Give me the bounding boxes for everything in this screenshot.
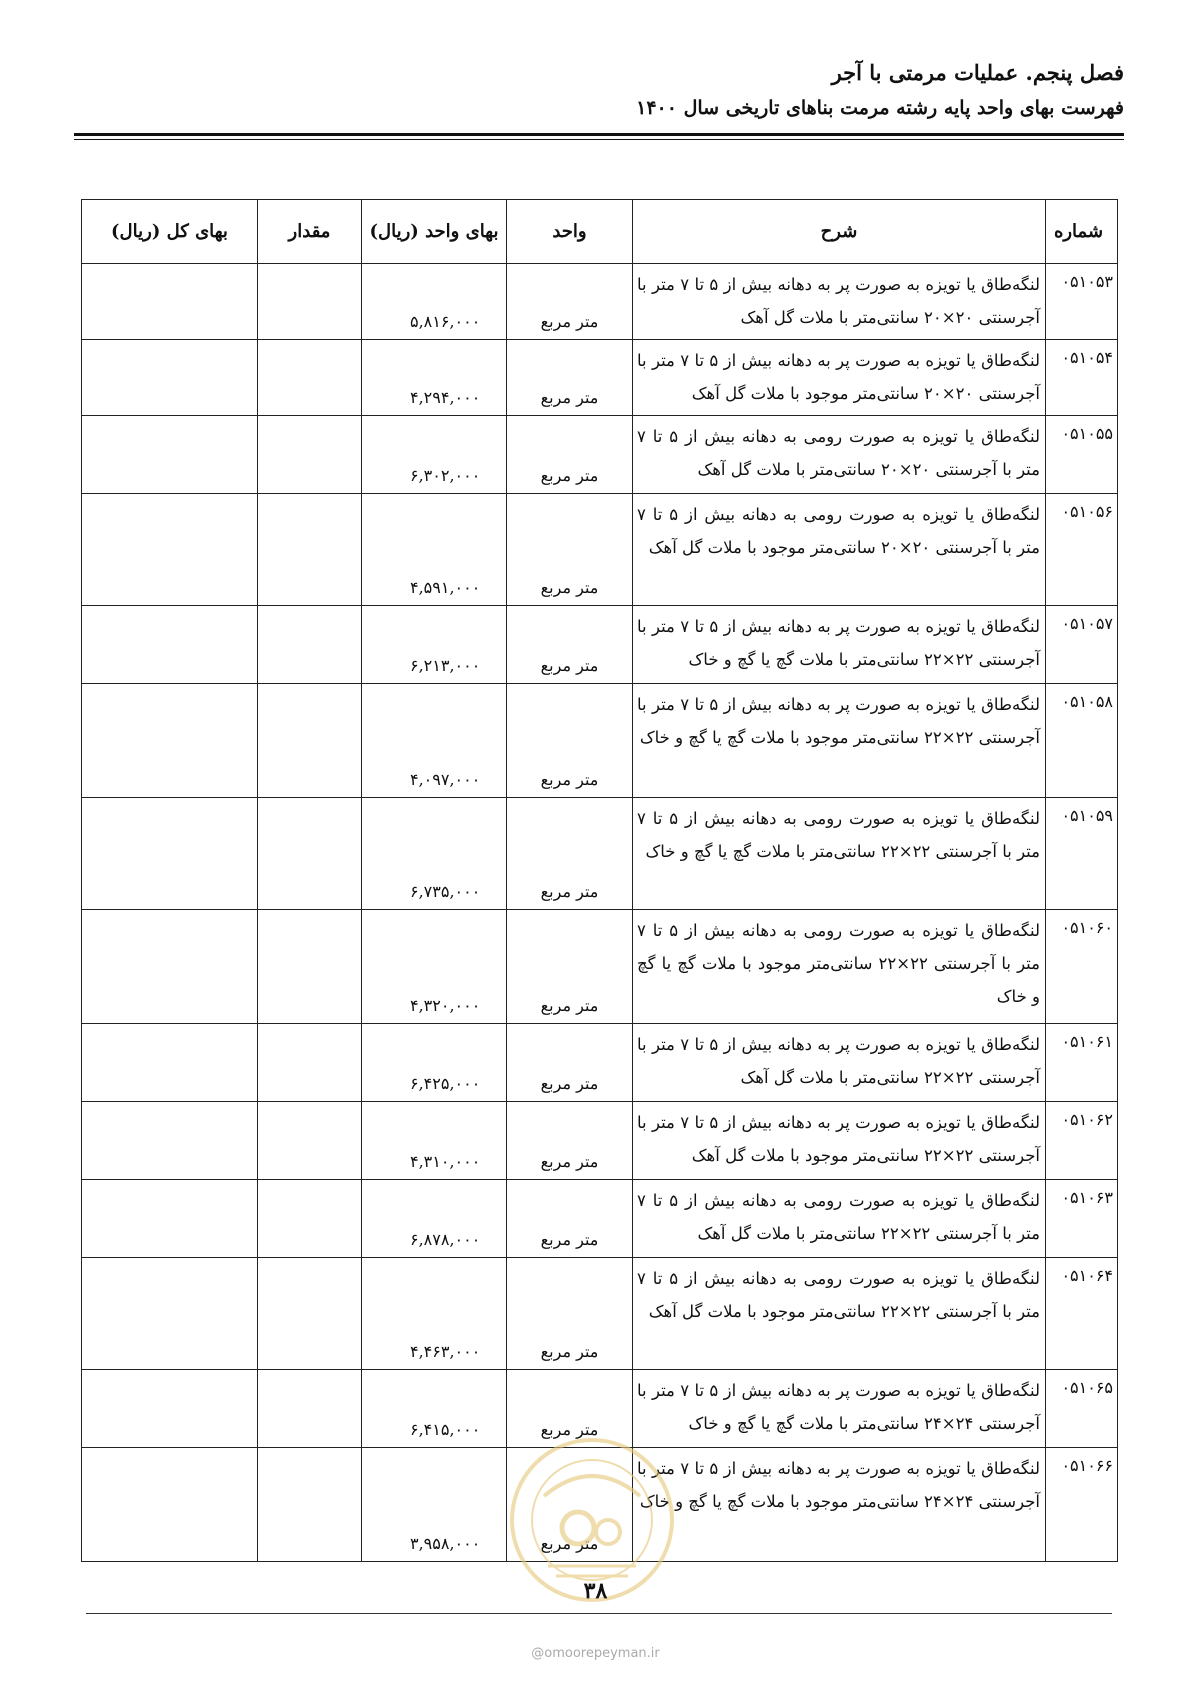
item-code: ۰۵۱۰۵۶ xyxy=(1046,494,1118,606)
item-unit-price: ۴,۳۲۰,۰۰۰ xyxy=(362,910,507,1024)
item-unit-price: ۴,۰۹۷,۰۰۰ xyxy=(362,684,507,798)
item-description: لنگه‌طاق یا تویزه به صورت رومی به دهانه بیش از ۵ تا ۷ متر با آجرسنتی ۲۰×۲۰ سانتی‌متر موجود با ملات گل آهک xyxy=(633,494,1046,606)
item-total xyxy=(82,340,258,416)
item-unit-price: ۶,۴۲۵,۰۰۰ xyxy=(362,1024,507,1102)
header-unit-price: بهای واحد (ریال) xyxy=(362,200,507,264)
item-unit: متر مربع xyxy=(507,1180,633,1258)
item-total xyxy=(82,1180,258,1258)
item-quantity xyxy=(258,1448,362,1562)
item-unit: متر مربع xyxy=(507,1024,633,1102)
item-unit-price: ۶,۸۷۸,۰۰۰ xyxy=(362,1180,507,1258)
item-description: لنگه‌طاق یا تویزه به صورت پر به دهانه بیش از ۵ تا ۷ متر با آجرسنتی ۲۴×۲۴ سانتی‌متر با ملات گچ یا گچ و خاک xyxy=(633,1370,1046,1448)
item-quantity xyxy=(258,798,362,910)
table-row xyxy=(82,494,1118,606)
item-unit: متر مربع xyxy=(507,798,633,910)
item-total xyxy=(82,264,258,340)
document-subtitle: فهرست بهای واحد پایه رشته مرمت بناهای تاریخی سال ۱۴۰۰ xyxy=(636,97,1124,119)
item-description: لنگه‌طاق یا تویزه به صورت رومی به دهانه بیش از ۵ تا ۷ متر با آجرسنتی ۲۲×۲۲ سانتی‌متر موجود با ملات گل آهک xyxy=(633,1258,1046,1370)
item-code: ۰۵۱۰۵۸ xyxy=(1046,684,1118,798)
item-total xyxy=(82,798,258,910)
item-unit-price: ۴,۵۹۱,۰۰۰ xyxy=(362,494,507,606)
item-description: لنگه‌طاق یا تویزه به صورت رومی به دهانه بیش از ۵ تا ۷ متر با آجرسنتی ۲۰×۲۰ سانتی‌متر با ملات گل آهک xyxy=(633,416,1046,494)
item-unit-price: ۵,۸۱۶,۰۰۰ xyxy=(362,264,507,340)
item-total xyxy=(82,1258,258,1370)
website-watermark: @omoorepeyman.ir xyxy=(531,1646,660,1661)
item-code: ۰۵۱۰۶۱ xyxy=(1046,1024,1118,1102)
item-unit: متر مربع xyxy=(507,910,633,1024)
item-unit: متر مربع xyxy=(507,494,633,606)
table-row xyxy=(82,1258,1118,1370)
table-row xyxy=(82,798,1118,910)
item-code: ۰۵۱۰۶۶ xyxy=(1046,1448,1118,1562)
table-row xyxy=(82,910,1118,1024)
item-quantity xyxy=(258,1180,362,1258)
chapter-title: فصل پنجم. عملیات مرمتی با آجر xyxy=(831,60,1124,85)
item-quantity xyxy=(258,340,362,416)
item-code: ۰۵۱۰۶۴ xyxy=(1046,1258,1118,1370)
item-description: لنگه‌طاق یا تویزه به صورت رومی به دهانه بیش از ۵ تا ۷ متر با آجرسنتی ۲۲×۲۲ سانتی‌متر موجود با ملات گچ یا گچ و خاک xyxy=(633,910,1046,1024)
table-row xyxy=(82,1102,1118,1180)
item-unit: متر مربع xyxy=(507,684,633,798)
header-total: بهای کل (ریال) xyxy=(82,200,258,264)
item-description: لنگه‌طاق یا تویزه به صورت پر به دهانه بیش از ۵ تا ۷ متر با آجرسنتی ۲۲×۲۲ سانتی‌متر موجود با ملات گل آهک xyxy=(633,1102,1046,1180)
item-total xyxy=(82,416,258,494)
item-total xyxy=(82,1370,258,1448)
header-divider-thick xyxy=(74,133,1124,136)
item-quantity xyxy=(258,1024,362,1102)
item-total xyxy=(82,1448,258,1562)
item-code: ۰۵۱۰۵۴ xyxy=(1046,340,1118,416)
item-quantity xyxy=(258,1258,362,1370)
table-row xyxy=(82,416,1118,494)
item-description: لنگه‌طاق یا تویزه به صورت رومی به دهانه بیش از ۵ تا ۷ متر با آجرسنتی ۲۲×۲۲ سانتی‌متر با ملات گچ یا گچ و خاک xyxy=(633,798,1046,910)
item-unit: متر مربع xyxy=(507,1258,633,1370)
item-unit: متر مربع xyxy=(507,340,633,416)
item-code: ۰۵۱۰۶۳ xyxy=(1046,1180,1118,1258)
item-quantity xyxy=(258,416,362,494)
item-unit: متر مربع xyxy=(507,606,633,684)
item-description: لنگه‌طاق یا تویزه به صورت پر به دهانه بیش از ۵ تا ۷ متر با آجرسنتی ۲۲×۲۲ سانتی‌متر با ملات گل آهک xyxy=(633,1024,1046,1102)
item-unit: متر مربع xyxy=(507,416,633,494)
header-code: شماره xyxy=(1046,200,1118,264)
item-unit-price: ۶,۴۱۵,۰۰۰ xyxy=(362,1370,507,1448)
page-header xyxy=(74,58,1124,124)
table-header-row xyxy=(82,200,1118,264)
item-description: لنگه‌طاق یا تویزه به صورت رومی به دهانه بیش از ۵ تا ۷ متر با آجرسنتی ۲۲×۲۲ سانتی‌متر با ملات گل آهک xyxy=(633,1180,1046,1258)
item-unit-price: ۶,۳۰۲,۰۰۰ xyxy=(362,416,507,494)
item-total xyxy=(82,606,258,684)
item-total xyxy=(82,494,258,606)
item-total xyxy=(82,910,258,1024)
item-quantity xyxy=(258,1102,362,1180)
item-code: ۰۵۱۰۵۳ xyxy=(1046,264,1118,340)
item-code: ۰۵۱۰۵۹ xyxy=(1046,798,1118,910)
item-description: لنگه‌طاق یا تویزه به صورت پر به دهانه بیش از ۵ تا ۷ متر با آجرسنتی ۲۰×۲۰ سانتی‌متر با ملات گل آهک xyxy=(633,264,1046,340)
item-unit-price: ۴,۲۹۴,۰۰۰ xyxy=(362,340,507,416)
item-unit: متر مربع xyxy=(507,1370,633,1448)
item-unit: متر مربع xyxy=(507,1448,633,1562)
item-unit: متر مربع xyxy=(507,264,633,340)
item-code: ۰۵۱۰۵۷ xyxy=(1046,606,1118,684)
item-description: لنگه‌طاق یا تویزه به صورت پر به دهانه بیش از ۵ تا ۷ متر با آجرسنتی ۲۰×۲۰ سانتی‌متر موجود با ملات گل آهک xyxy=(633,340,1046,416)
price-list-table xyxy=(81,199,1118,1562)
item-total xyxy=(82,1024,258,1102)
table-row xyxy=(82,264,1118,340)
item-description: لنگه‌طاق یا تویزه به صورت پر به دهانه بیش از ۵ تا ۷ متر با آجرسنتی ۲۲×۲۲ سانتی‌متر موجود با ملات گچ یا گچ و خاک xyxy=(633,684,1046,798)
item-unit-price: ۶,۷۳۵,۰۰۰ xyxy=(362,798,507,910)
item-unit: متر مربع xyxy=(507,1102,633,1180)
item-unit-price: ۴,۳۱۰,۰۰۰ xyxy=(362,1102,507,1180)
footer-divider xyxy=(86,1613,1112,1614)
header-divider-thin xyxy=(74,139,1124,140)
item-code: ۰۵۱۰۶۵ xyxy=(1046,1370,1118,1448)
table-row xyxy=(82,684,1118,798)
item-quantity xyxy=(258,1370,362,1448)
table-row xyxy=(82,1024,1118,1102)
item-quantity xyxy=(258,606,362,684)
item-code: ۰۵۱۰۵۵ xyxy=(1046,416,1118,494)
item-total xyxy=(82,684,258,798)
item-code: ۰۵۱۰۶۲ xyxy=(1046,1102,1118,1180)
table-row xyxy=(82,1180,1118,1258)
header-description: شرح xyxy=(633,200,1046,264)
item-total xyxy=(82,1102,258,1180)
table-row xyxy=(82,606,1118,684)
item-quantity xyxy=(258,684,362,798)
item-unit-price: ۶,۲۱۳,۰۰۰ xyxy=(362,606,507,684)
item-quantity xyxy=(258,264,362,340)
item-code: ۰۵۱۰۶۰ xyxy=(1046,910,1118,1024)
item-description: لنگه‌طاق یا تویزه به صورت پر به دهانه بیش از ۵ تا ۷ متر با آجرسنتی ۲۴×۲۴ سانتی‌متر موجود با ملات گچ یا گچ و خاک xyxy=(633,1448,1046,1562)
page-number: ۳۸ xyxy=(583,1578,608,1604)
table-row xyxy=(82,340,1118,416)
header-unit: واحد xyxy=(507,200,633,264)
item-quantity xyxy=(258,494,362,606)
item-quantity xyxy=(258,910,362,1024)
item-unit-price: ۳,۹۵۸,۰۰۰ xyxy=(362,1448,507,1562)
header-quantity: مقدار xyxy=(258,200,362,264)
item-description: لنگه‌طاق یا تویزه به صورت پر به دهانه بیش از ۵ تا ۷ متر با آجرسنتی ۲۲×۲۲ سانتی‌متر با ملات گچ یا گچ و خاک xyxy=(633,606,1046,684)
item-unit-price: ۴,۴۶۳,۰۰۰ xyxy=(362,1258,507,1370)
